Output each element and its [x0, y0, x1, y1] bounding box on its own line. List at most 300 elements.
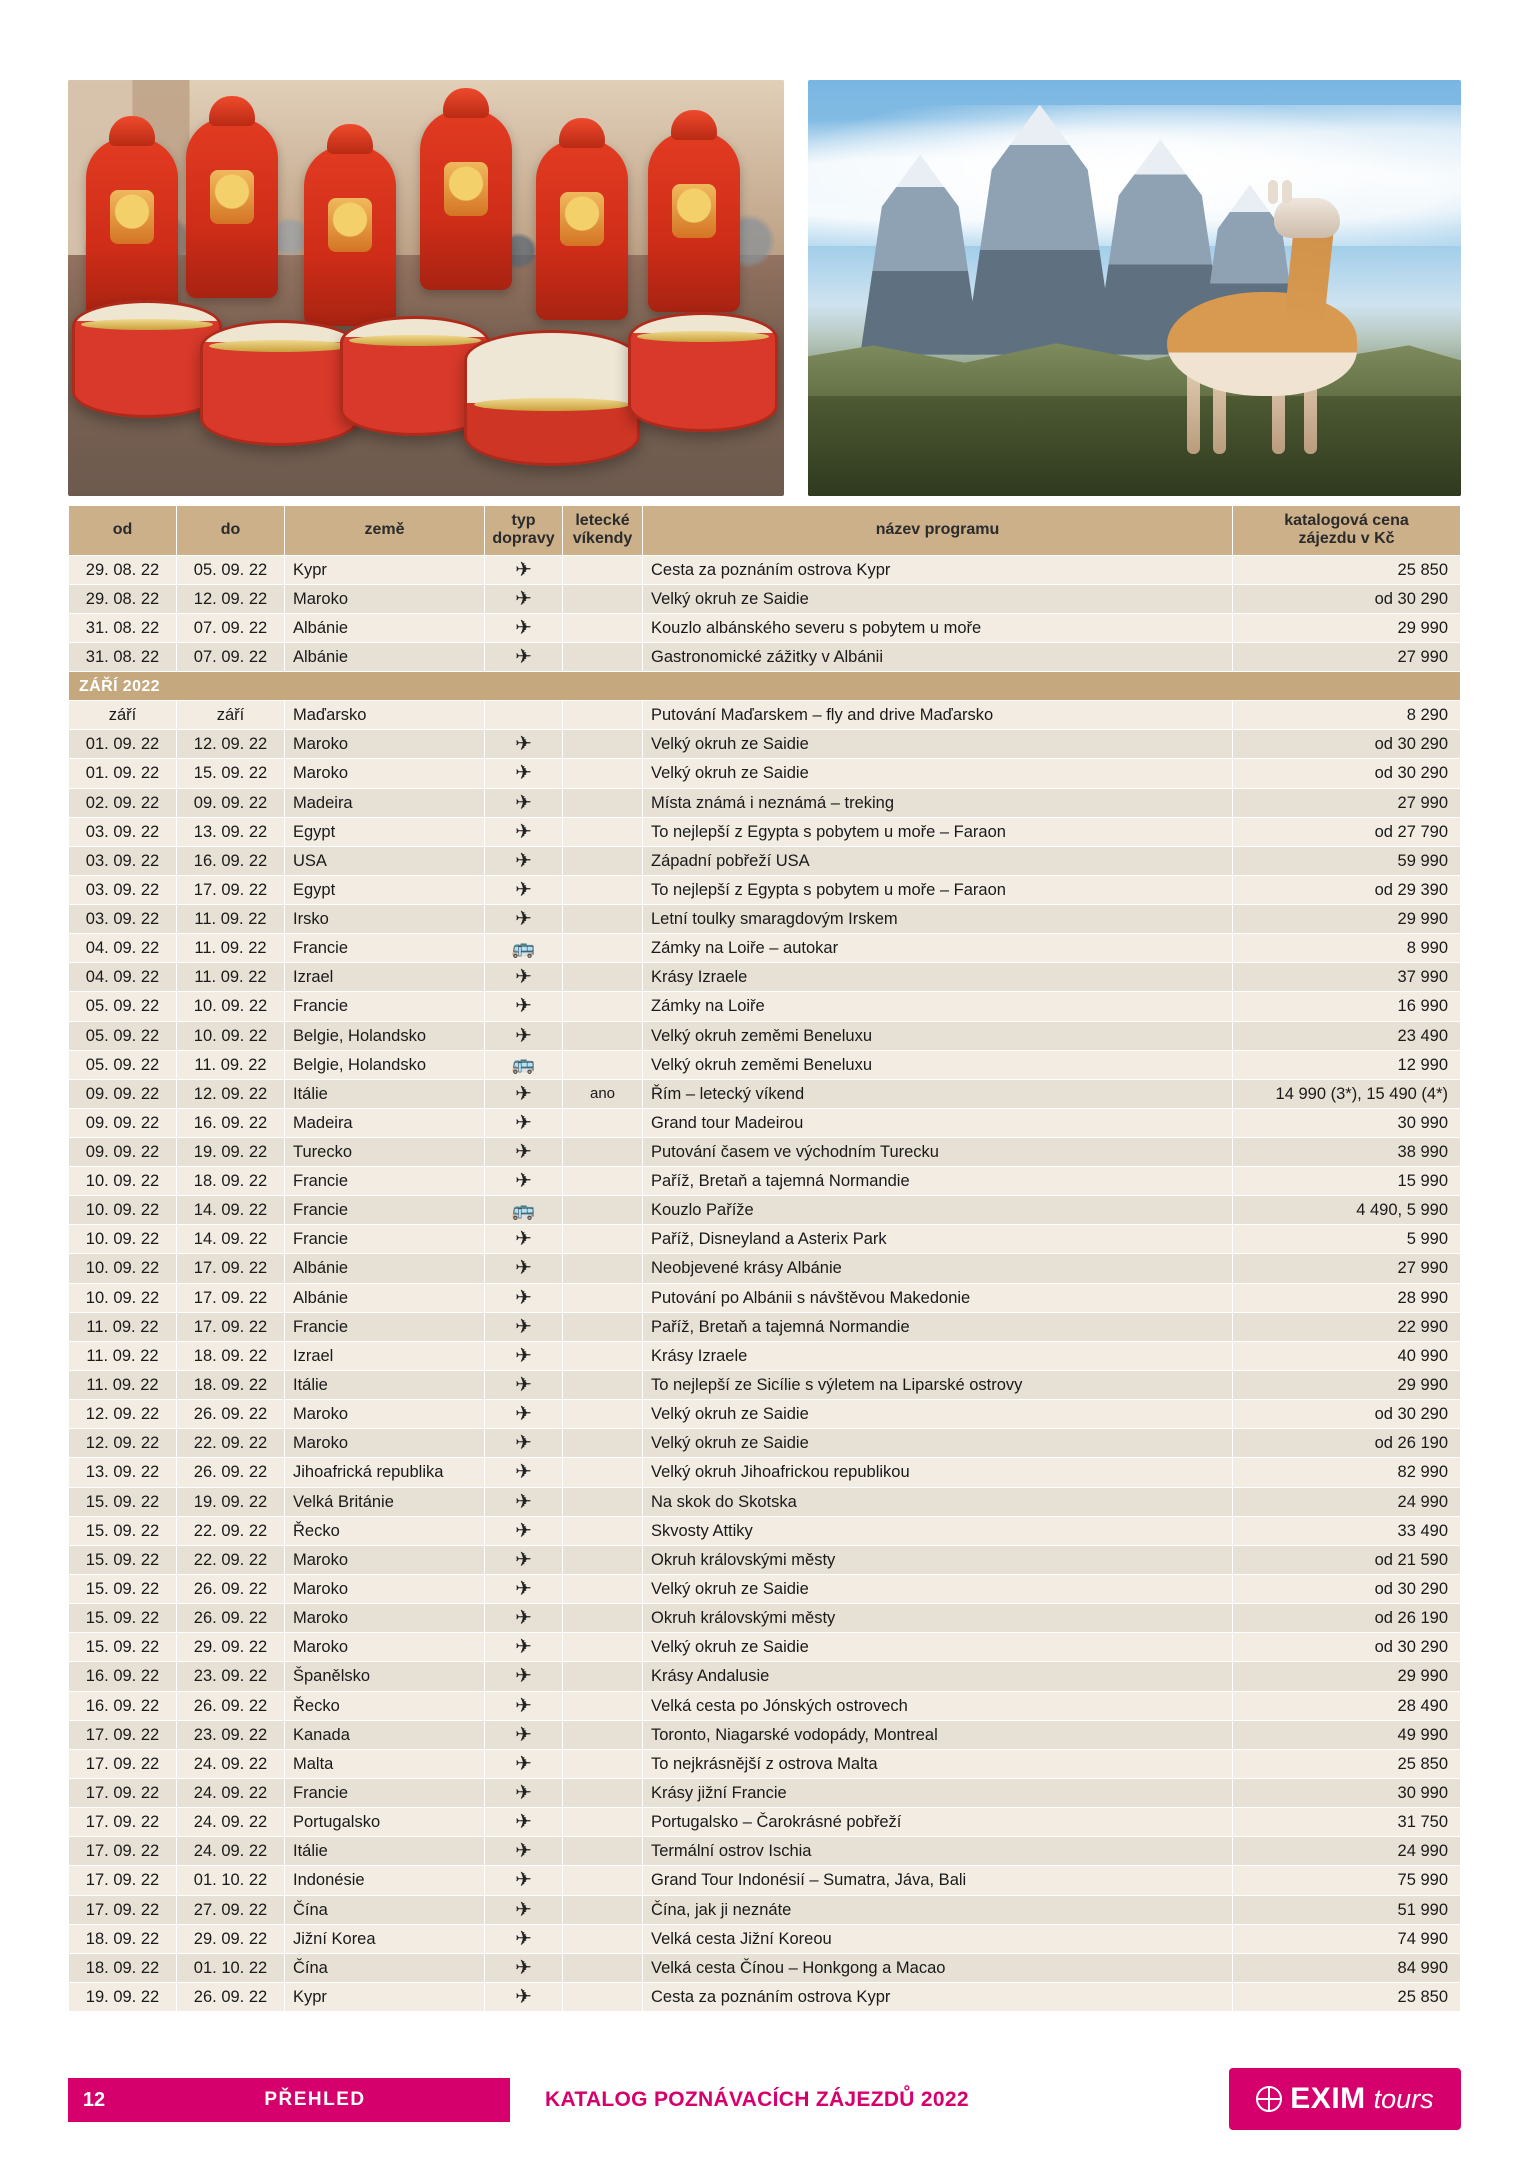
cell-country: Maroko — [285, 1400, 485, 1429]
table-row — [69, 1720, 1461, 1749]
cell-transport-type — [485, 1138, 563, 1167]
cell-price: 28 490 — [1233, 1691, 1461, 1720]
cell-program-name: Velký okruh ze Saidie — [643, 1429, 1233, 1458]
cell-program-name: Místa známá i neznámá – treking — [643, 788, 1233, 817]
plane-icon: ✈ — [515, 1111, 532, 1134]
cell-country: Maroko — [285, 584, 485, 613]
cell-transport-type — [485, 1808, 563, 1837]
cell-date-to: 19. 09. 22 — [177, 1138, 285, 1167]
cell-flight-weekend — [563, 846, 643, 875]
cell-price: 12 990 — [1233, 1050, 1461, 1079]
drummers-parade-photo — [68, 80, 784, 496]
table-row — [69, 1079, 1461, 1108]
footer-catalog-title: KATALOG POZNÁVACÍCH ZÁJEZDŮ 2022 — [545, 2088, 969, 2111]
table-row — [69, 1108, 1461, 1137]
cell-flight-weekend — [563, 934, 643, 963]
column-header-do: do — [177, 506, 285, 556]
cell-price: 29 990 — [1233, 614, 1461, 643]
cell-date-from: 17. 09. 22 — [69, 1895, 177, 1924]
cell-price: od 29 390 — [1233, 876, 1461, 905]
cell-transport-type — [485, 1953, 563, 1982]
cell-date-to: 16. 09. 22 — [177, 1108, 285, 1137]
cell-flight-weekend — [563, 1895, 643, 1924]
cell-program-name: Velká cesta Jižní Koreou — [643, 1924, 1233, 1953]
cell-country: Maroko — [285, 759, 485, 788]
cell-transport-type — [485, 1662, 563, 1691]
plane-icon: ✈ — [515, 1636, 532, 1659]
table-row — [69, 1545, 1461, 1574]
cell-date-to: 27. 09. 22 — [177, 1895, 285, 1924]
cell-flight-weekend — [563, 1021, 643, 1050]
cell-date-to: 26. 09. 22 — [177, 1604, 285, 1633]
cell-date-to: 18. 09. 22 — [177, 1341, 285, 1370]
column-header-price — [1233, 506, 1461, 556]
cell-country: Francie — [285, 1778, 485, 1807]
cell-country: Malta — [285, 1749, 485, 1778]
cell-price: 84 990 — [1233, 1953, 1461, 1982]
cell-country: Belgie, Holandsko — [285, 1050, 485, 1079]
table-row — [69, 1808, 1461, 1837]
cell-country: Jižní Korea — [285, 1924, 485, 1953]
table-row — [69, 1196, 1461, 1225]
cell-price: 27 990 — [1233, 1254, 1461, 1283]
plane-icon: ✈ — [515, 1286, 532, 1309]
globe-icon — [1256, 2086, 1282, 2112]
cell-date-from: 04. 09. 22 — [69, 934, 177, 963]
plane-icon: ✈ — [515, 733, 532, 756]
table-row — [69, 1691, 1461, 1720]
cell-program-name: Krásy Andalusie — [643, 1662, 1233, 1691]
cell-date-from: 17. 09. 22 — [69, 1866, 177, 1895]
plane-icon: ✈ — [515, 1607, 532, 1630]
cell-flight-weekend — [563, 1749, 643, 1778]
cell-country: Maroko — [285, 730, 485, 759]
plane-icon: ✈ — [515, 879, 532, 902]
table-row — [69, 614, 1461, 643]
cell-date-to: 26. 09. 22 — [177, 1691, 285, 1720]
cell-flight-weekend — [563, 1837, 643, 1866]
table-row — [69, 846, 1461, 875]
column-header-program-name: název programu — [643, 506, 1233, 556]
cell-transport-type — [485, 759, 563, 788]
cell-date-from: 03. 09. 22 — [69, 846, 177, 875]
cell-country: Francie — [285, 934, 485, 963]
cell-date-to: 24. 09. 22 — [177, 1837, 285, 1866]
cell-date-to: 24. 09. 22 — [177, 1778, 285, 1807]
cell-transport-type — [485, 992, 563, 1021]
cell-transport-type — [485, 1254, 563, 1283]
cell-transport-type — [485, 1516, 563, 1545]
plane-icon: ✈ — [515, 1781, 532, 1804]
plane-icon: ✈ — [515, 1956, 532, 1979]
cell-date-from: 31. 08. 22 — [69, 614, 177, 643]
table-row — [69, 759, 1461, 788]
cell-transport-type — [485, 1575, 563, 1604]
weekend-header-line1: letecké — [575, 512, 630, 529]
cell-date-to: 10. 09. 22 — [177, 1021, 285, 1050]
cell-transport-type — [485, 701, 563, 730]
cell-country: Albánie — [285, 614, 485, 643]
plane-icon: ✈ — [515, 558, 532, 581]
cell-country: Albánie — [285, 643, 485, 672]
cell-price: 27 990 — [1233, 643, 1461, 672]
cell-country: Kypr — [285, 555, 485, 584]
cell-price: 82 990 — [1233, 1458, 1461, 1487]
table-row — [69, 1575, 1461, 1604]
cell-country: Maďarsko — [285, 701, 485, 730]
cell-date-to: 11. 09. 22 — [177, 1050, 285, 1079]
cell-transport-type — [485, 1982, 563, 2011]
table-row — [69, 730, 1461, 759]
cell-date-to: 17. 09. 22 — [177, 1312, 285, 1341]
cell-date-to: 22. 09. 22 — [177, 1516, 285, 1545]
cell-transport-type — [485, 730, 563, 759]
cell-program-name: Řím – letecký víkend — [643, 1079, 1233, 1108]
table-month-divider — [69, 672, 1461, 701]
cell-country: Irsko — [285, 905, 485, 934]
cell-transport-type — [485, 905, 563, 934]
table-row — [69, 1662, 1461, 1691]
cell-country: Řecko — [285, 1516, 485, 1545]
table-row — [69, 1138, 1461, 1167]
table-row — [69, 701, 1461, 730]
cell-price: 49 990 — [1233, 1720, 1461, 1749]
cell-country: Turecko — [285, 1138, 485, 1167]
table-header — [69, 506, 1461, 556]
cell-transport-type — [485, 1429, 563, 1458]
page-number: 12 — [68, 2078, 120, 2122]
cell-program-name: Velký okruh ze Saidie — [643, 1633, 1233, 1662]
cell-program-name: Zámky na Loiře – autokar — [643, 934, 1233, 963]
month-label: ZÁŘÍ 2022 — [69, 672, 1461, 701]
cell-program-name: To nejlepší ze Sicílie s výletem na Liparské ostrovy — [643, 1371, 1233, 1400]
cell-date-from: 11. 09. 22 — [69, 1371, 177, 1400]
photo-strip — [68, 80, 1461, 496]
cell-flight-weekend — [563, 701, 643, 730]
cell-price: 33 490 — [1233, 1516, 1461, 1545]
cell-date-to: 17. 09. 22 — [177, 876, 285, 905]
table-row — [69, 1866, 1461, 1895]
cell-flight-weekend — [563, 1050, 643, 1079]
cell-flight-weekend — [563, 1312, 643, 1341]
table-row — [69, 1400, 1461, 1429]
cell-flight-weekend — [563, 1458, 643, 1487]
cell-date-to: 01. 10. 22 — [177, 1866, 285, 1895]
cell-price: 37 990 — [1233, 963, 1461, 992]
cell-date-to: 11. 09. 22 — [177, 934, 285, 963]
cell-date-from: 09. 09. 22 — [69, 1108, 177, 1137]
cell-program-name: Velký okruh ze Saidie — [643, 1400, 1233, 1429]
cell-country: Francie — [285, 1312, 485, 1341]
table-body — [69, 555, 1461, 2011]
cell-transport-type — [485, 876, 563, 905]
table-row — [69, 905, 1461, 934]
cell-transport-type — [485, 963, 563, 992]
cell-program-name: Gastronomické zážitky v Albánii — [643, 643, 1233, 672]
cell-program-name: Krásy Izraele — [643, 963, 1233, 992]
cell-date-to: 09. 09. 22 — [177, 788, 285, 817]
cell-date-from: 03. 09. 22 — [69, 876, 177, 905]
cell-date-to: 26. 09. 22 — [177, 1400, 285, 1429]
table-row — [69, 788, 1461, 817]
cell-flight-weekend — [563, 1720, 643, 1749]
cell-date-from: 31. 08. 22 — [69, 643, 177, 672]
cell-price: 38 990 — [1233, 1138, 1461, 1167]
plane-icon: ✈ — [515, 1519, 532, 1542]
transport-header-line1: typ — [511, 512, 536, 529]
cell-date-to: září — [177, 701, 285, 730]
cell-flight-weekend — [563, 1225, 643, 1254]
table-row — [69, 1429, 1461, 1458]
cell-flight-weekend — [563, 992, 643, 1021]
plane-icon: ✈ — [515, 1432, 532, 1455]
plane-icon: ✈ — [515, 1082, 532, 1105]
cell-price: 27 990 — [1233, 788, 1461, 817]
cell-price: 59 990 — [1233, 846, 1461, 875]
cell-price: 31 750 — [1233, 1808, 1461, 1837]
logo-main-text: EXIM — [1290, 2082, 1366, 2115]
plane-icon: ✈ — [515, 762, 532, 785]
table-row — [69, 1778, 1461, 1807]
cell-transport-type — [485, 1866, 563, 1895]
cell-date-to: 11. 09. 22 — [177, 963, 285, 992]
cell-price: 75 990 — [1233, 1866, 1461, 1895]
cell-date-to: 14. 09. 22 — [177, 1196, 285, 1225]
cell-date-to: 23. 09. 22 — [177, 1720, 285, 1749]
cell-transport-type — [485, 1895, 563, 1924]
cell-date-from: 01. 09. 22 — [69, 759, 177, 788]
cell-flight-weekend — [563, 1545, 643, 1574]
cell-price: od 27 790 — [1233, 817, 1461, 846]
cell-transport-type — [485, 1604, 563, 1633]
cell-date-from: 10. 09. 22 — [69, 1254, 177, 1283]
cell-country: Portugalsko — [285, 1808, 485, 1837]
cell-country: Čína — [285, 1895, 485, 1924]
cell-transport-type — [485, 934, 563, 963]
cell-date-to: 18. 09. 22 — [177, 1371, 285, 1400]
cell-flight-weekend — [563, 1778, 643, 1807]
cell-price: 16 990 — [1233, 992, 1461, 1021]
cell-flight-weekend — [563, 584, 643, 613]
cell-date-from: 10. 09. 22 — [69, 1283, 177, 1312]
cell-program-name: Kouzlo Paříže — [643, 1196, 1233, 1225]
cell-date-from: 15. 09. 22 — [69, 1575, 177, 1604]
cell-country: Velká Británie — [285, 1487, 485, 1516]
plane-icon: ✈ — [515, 1024, 532, 1047]
cell-country: Jihoafrická republika — [285, 1458, 485, 1487]
cell-price: 25 850 — [1233, 555, 1461, 584]
cell-price: 30 990 — [1233, 1108, 1461, 1137]
cell-flight-weekend: ano — [563, 1079, 643, 1108]
cell-country: Indonésie — [285, 1866, 485, 1895]
bus-icon: 🚌 — [511, 1054, 536, 1076]
cell-program-name: Velký okruh ze Saidie — [643, 1575, 1233, 1604]
plane-icon: ✈ — [515, 1811, 532, 1834]
cell-program-name: Grand tour Madeirou — [643, 1108, 1233, 1137]
cell-date-from: 29. 08. 22 — [69, 584, 177, 613]
cell-country: Belgie, Holandsko — [285, 1021, 485, 1050]
cell-program-name: Paříž, Disneyland a Asterix Park — [643, 1225, 1233, 1254]
cell-price: od 30 290 — [1233, 730, 1461, 759]
cell-price: 74 990 — [1233, 1924, 1461, 1953]
table-row — [69, 1982, 1461, 2011]
cell-transport-type — [485, 1108, 563, 1137]
cell-country: Albánie — [285, 1283, 485, 1312]
cell-date-to: 12. 09. 22 — [177, 1079, 285, 1108]
cell-transport-type — [485, 1021, 563, 1050]
cell-transport-type — [485, 1458, 563, 1487]
cell-flight-weekend — [563, 1341, 643, 1370]
table-row — [69, 817, 1461, 846]
cell-country: Španělsko — [285, 1662, 485, 1691]
cell-flight-weekend — [563, 1575, 643, 1604]
cell-flight-weekend — [563, 1487, 643, 1516]
cell-flight-weekend — [563, 1196, 643, 1225]
cell-price: 29 990 — [1233, 1371, 1461, 1400]
cell-country: Maroko — [285, 1429, 485, 1458]
cell-date-from: 17. 09. 22 — [69, 1837, 177, 1866]
cell-date-to: 10. 09. 22 — [177, 992, 285, 1021]
table-row — [69, 1837, 1461, 1866]
cell-date-from: září — [69, 701, 177, 730]
cell-price: od 30 290 — [1233, 1633, 1461, 1662]
cell-date-from: 09. 09. 22 — [69, 1138, 177, 1167]
cell-country: Francie — [285, 1225, 485, 1254]
table-row — [69, 992, 1461, 1021]
cell-country: Maroko — [285, 1545, 485, 1574]
cell-flight-weekend — [563, 1662, 643, 1691]
cell-date-from: 17. 09. 22 — [69, 1720, 177, 1749]
cell-program-name: Krásy jižní Francie — [643, 1778, 1233, 1807]
cell-program-name: Letní toulky smaragdovým Irskem — [643, 905, 1233, 934]
cell-country: Madeira — [285, 788, 485, 817]
cell-country: USA — [285, 846, 485, 875]
plane-icon: ✈ — [515, 1228, 532, 1251]
cell-price: 15 990 — [1233, 1167, 1461, 1196]
cell-date-from: 17. 09. 22 — [69, 1808, 177, 1837]
cell-program-name: To nejkrásnější z ostrova Malta — [643, 1749, 1233, 1778]
cell-flight-weekend — [563, 1254, 643, 1283]
cell-date-to: 07. 09. 22 — [177, 643, 285, 672]
plane-icon: ✈ — [515, 1578, 532, 1600]
column-header-transport-type — [485, 506, 563, 556]
table-row — [69, 876, 1461, 905]
cell-price: 4 490, 5 990 — [1233, 1196, 1461, 1225]
cell-transport-type — [485, 1167, 563, 1196]
cell-price: 25 850 — [1233, 1982, 1461, 2011]
cell-program-name: Cesta za poznáním ostrova Kypr — [643, 555, 1233, 584]
cell-date-from: 13. 09. 22 — [69, 1458, 177, 1487]
cell-flight-weekend — [563, 1691, 643, 1720]
cell-date-to: 15. 09. 22 — [177, 759, 285, 788]
price-header-line2: zájezdu v Kč — [1298, 530, 1395, 548]
cell-date-from: 15. 09. 22 — [69, 1604, 177, 1633]
cell-program-name: Putování časem ve východním Turecku — [643, 1138, 1233, 1167]
cell-flight-weekend — [563, 788, 643, 817]
cell-flight-weekend — [563, 1108, 643, 1137]
cell-program-name: Velká cesta Čínou – Honkgong a Macao — [643, 1953, 1233, 1982]
column-header-country: země — [285, 506, 485, 556]
cell-date-from: 10. 09. 22 — [69, 1196, 177, 1225]
cell-date-from: 15. 09. 22 — [69, 1633, 177, 1662]
cell-date-from: 05. 09. 22 — [69, 992, 177, 1021]
cell-price: od 26 190 — [1233, 1604, 1461, 1633]
table-row — [69, 1487, 1461, 1516]
cell-country: Maroko — [285, 1633, 485, 1662]
cell-country: Francie — [285, 1167, 485, 1196]
cell-transport-type — [485, 584, 563, 613]
page-footer — [0, 2042, 1529, 2160]
cell-flight-weekend — [563, 555, 643, 584]
cell-flight-weekend — [563, 1138, 643, 1167]
cell-price: 14 990 (3*), 15 490 (4*) — [1233, 1079, 1461, 1108]
cell-date-to: 16. 09. 22 — [177, 846, 285, 875]
cell-price: 23 490 — [1233, 1021, 1461, 1050]
cell-country: Kypr — [285, 1982, 485, 2011]
plane-icon: ✈ — [515, 1461, 532, 1484]
cell-country: Itálie — [285, 1079, 485, 1108]
cell-program-name: Portugalsko – Čarokrásné pobřeží — [643, 1808, 1233, 1837]
cell-program-name: Okruh královskými městy — [643, 1604, 1233, 1633]
table-row — [69, 1341, 1461, 1370]
cell-country: Maroko — [285, 1575, 485, 1604]
cell-country: Egypt — [285, 817, 485, 846]
cell-country: Kanada — [285, 1720, 485, 1749]
cell-date-from: 29. 08. 22 — [69, 555, 177, 584]
cell-program-name: Kouzlo albánského severu s pobytem u moře — [643, 614, 1233, 643]
plane-icon: ✈ — [515, 1490, 532, 1513]
table-row — [69, 963, 1461, 992]
cell-price: od 30 290 — [1233, 1400, 1461, 1429]
cell-flight-weekend — [563, 759, 643, 788]
cell-program-name: To nejlepší z Egypta s pobytem u moře – Faraon — [643, 876, 1233, 905]
plane-icon: ✈ — [515, 1927, 532, 1950]
cell-program-name: Zámky na Loiře — [643, 992, 1233, 1021]
cell-price: 40 990 — [1233, 1341, 1461, 1370]
table-header-row — [69, 506, 1461, 556]
footer-section-label: PŘEHLED — [120, 2078, 510, 2122]
table-row — [69, 1254, 1461, 1283]
table-row — [69, 584, 1461, 613]
cell-transport-type — [485, 614, 563, 643]
plane-icon: ✈ — [515, 1344, 532, 1367]
cell-transport-type — [485, 555, 563, 584]
cell-price: od 30 290 — [1233, 759, 1461, 788]
cell-date-from: 16. 09. 22 — [69, 1662, 177, 1691]
cell-price: 29 990 — [1233, 1662, 1461, 1691]
plane-icon: ✈ — [515, 908, 532, 931]
table-row — [69, 1749, 1461, 1778]
cell-transport-type — [485, 1079, 563, 1108]
plane-icon: ✈ — [515, 966, 532, 989]
cell-date-to: 12. 09. 22 — [177, 584, 285, 613]
exim-tours-logo — [1229, 2068, 1461, 2130]
weekend-header-line2: víkendy — [572, 530, 633, 548]
cell-date-from: 04. 09. 22 — [69, 963, 177, 992]
cell-transport-type — [485, 788, 563, 817]
cell-program-name: Velký okruh zeměmi Beneluxu — [643, 1021, 1233, 1050]
plane-icon: ✈ — [515, 1869, 532, 1892]
cell-transport-type — [485, 1487, 563, 1516]
cell-country: Francie — [285, 992, 485, 1021]
cell-program-name: Grand Tour Indonésií – Sumatra, Jáva, Bali — [643, 1866, 1233, 1895]
cell-date-from: 12. 09. 22 — [69, 1400, 177, 1429]
plane-icon: ✈ — [515, 1723, 532, 1746]
cell-date-to: 11. 09. 22 — [177, 905, 285, 934]
logo-sub-text: tours — [1373, 2083, 1434, 2114]
cell-transport-type — [485, 1545, 563, 1574]
table-row — [69, 934, 1461, 963]
